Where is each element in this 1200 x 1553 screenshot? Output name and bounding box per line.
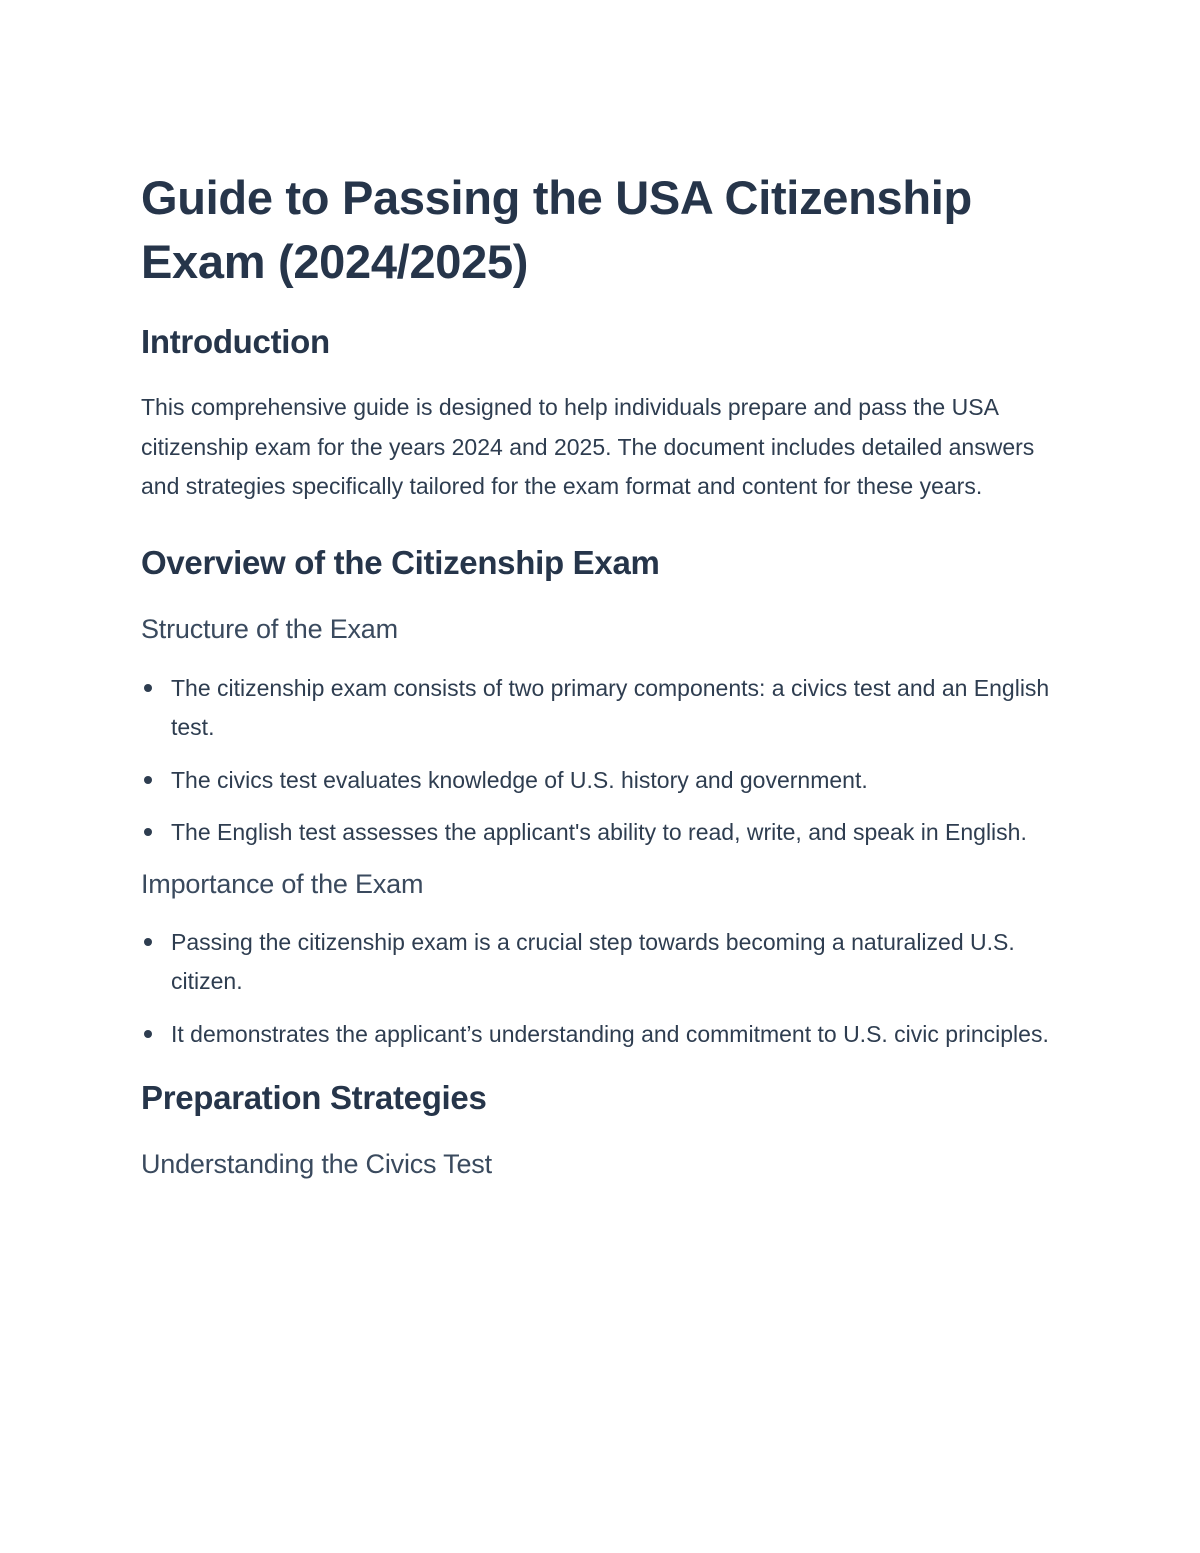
list-item [141,923,1070,1002]
bullet-icon [144,828,152,836]
list-item-text: It demonstrates the applicant’s understanding and commitment to U.S. civic principles. [171,1020,1049,1047]
list-item [141,813,1070,853]
list-item [141,669,1070,748]
list-item-text: The English test assesses the applicant's ability to read, write, and speak in English. [171,819,1027,845]
civics-test-heading: Understanding the Civics Test [141,1149,492,1179]
preparation-section [141,1076,1070,1182]
bullet-icon [144,776,152,784]
importance-heading: Importance of the Exam [141,868,424,899]
preparation-heading: Preparation Strategies [141,1079,487,1116]
structure-heading: Structure of the Exam [141,613,398,644]
overview-heading: Overview of the Citizenship Exam [141,543,660,581]
list-item-text: The civics test evaluates knowledge of U.S. history and government. [171,766,868,793]
bullet-icon [144,1030,152,1038]
introduction-paragraph: This comprehensive guide is designed to help individuals prepare and pass the USA citizenship exam for the years 2024 and 2025. The document includes detailed answers and strategies specifically tailored for the exam format and content for these years. [141,394,1035,499]
introduction-heading: Introduction [141,323,330,360]
structure-list [141,669,1070,853]
document-title: Guide to Passing the USA Citizenship Exam (2024/2025) [141,171,972,288]
list-item-text: Passing the citizenship exam is a crucial step towards becoming a naturalized U.S. citizen. [171,928,1015,994]
bullet-icon [144,684,152,692]
list-item [141,1015,1070,1055]
list-item [141,761,1070,801]
list-item-text: The citizenship exam consists of two primary components: a civics test and an English test. [171,674,1050,740]
overview-section [141,541,1070,1055]
importance-list [141,923,1070,1055]
bullet-icon [144,938,152,946]
introduction-section [141,320,1070,507]
